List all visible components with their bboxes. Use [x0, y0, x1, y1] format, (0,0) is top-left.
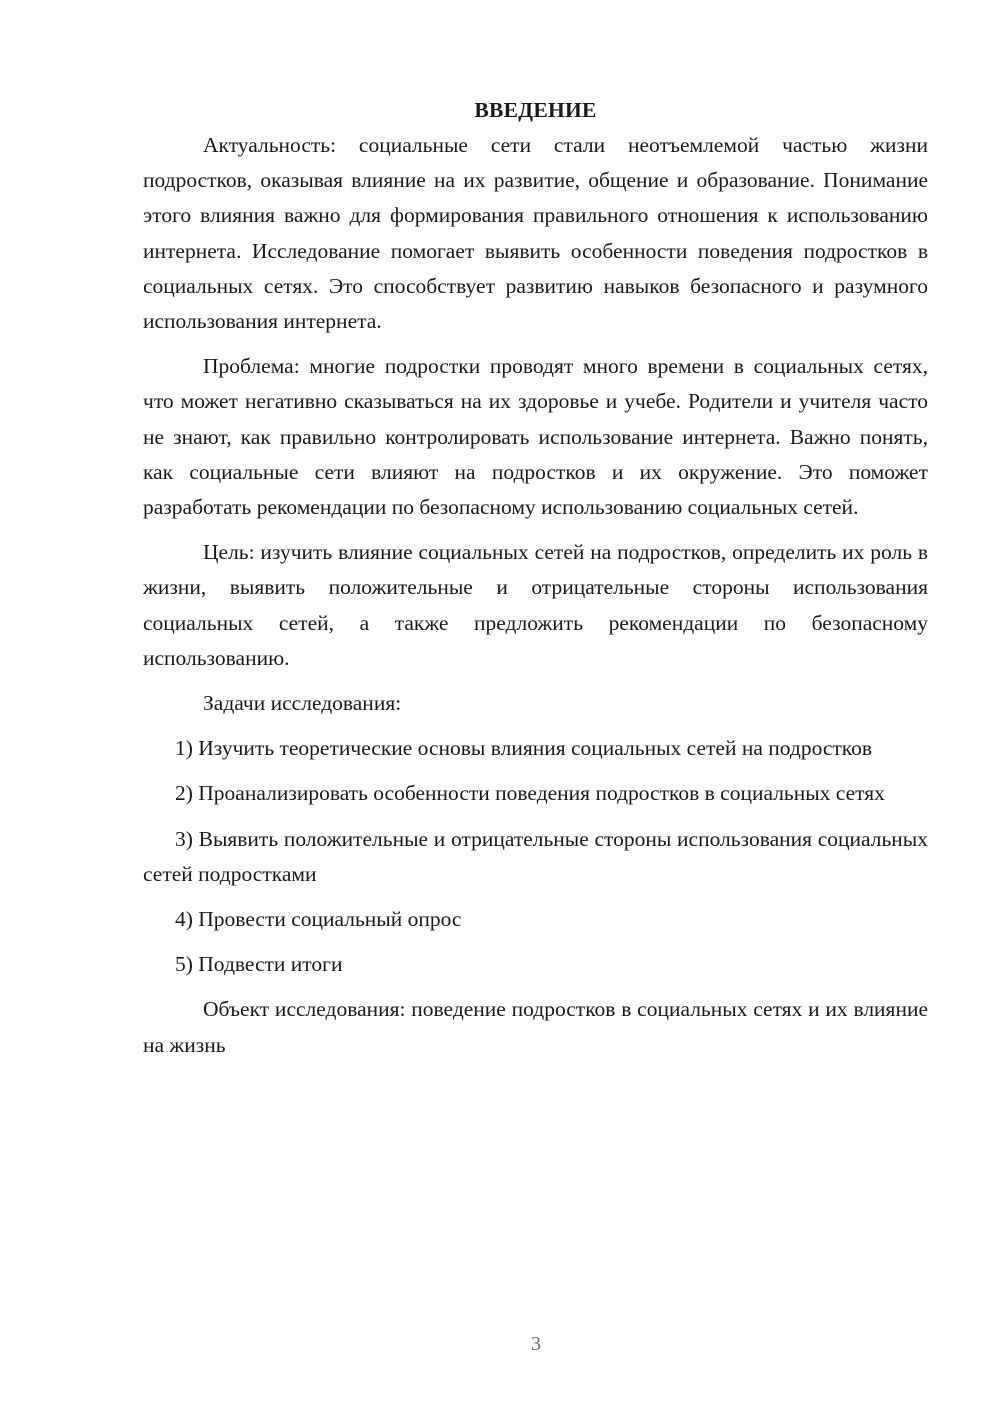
section-title: ВВЕДЕНИЕ	[474, 98, 597, 122]
object-paragraph: Объект исследования: поведение подростков в социальных сетях и их влияние на жизнь	[143, 997, 928, 1057]
document-page	[143, 92, 928, 1073]
task-item: 3) Выявить положительные и отрицательные стороны использования социальных сетей подростками	[143, 826, 928, 886]
task-item: 5) Подвести итоги	[175, 952, 343, 977]
tasks-heading: Задачи исследования:	[203, 691, 402, 716]
page-number: 3	[531, 1333, 541, 1355]
task-item: 4) Провести социальный опрос	[175, 907, 462, 932]
task-item: 2) Проанализировать особенности поведения подростков в социальных сетях	[175, 781, 885, 806]
goal-paragraph: Цель: изучить влияние социальных сетей на подростков, определить их роль в жизни, выявить положительные и отрицательные стороны использования социальных сетей, а также предложить рекомендации по безопасному использованию.	[143, 540, 928, 670]
relevance-paragraph: Актуальность: социальные сети стали неотъемлемой частью жизни подростков, оказывая влияние на их развитие, общение и образование. Понимание этого влияния важно для формирования правильного отношения к использованию интернета. Исследование помогает выявить особенности поведения подростков в социальных сетях. Это способствует развитию навыков безопасного и разумного использования интернета.	[143, 133, 928, 334]
tasks-list	[143, 731, 928, 982]
problem-paragraph: Проблема: многие подростки проводят много времени в социальных сетях, что может негативно сказываться на их здоровье и учебе. Родители и учителя часто не знают, как правильно контролировать использование интернета. Важно понять, как социальные сети влияют на подростков и их окружение. Это поможет разработать рекомендации по безопасному использованию социальных сетей.	[143, 354, 928, 520]
task-item: 1) Изучить теоретические основы влияния социальных сетей на подростков	[175, 736, 873, 761]
